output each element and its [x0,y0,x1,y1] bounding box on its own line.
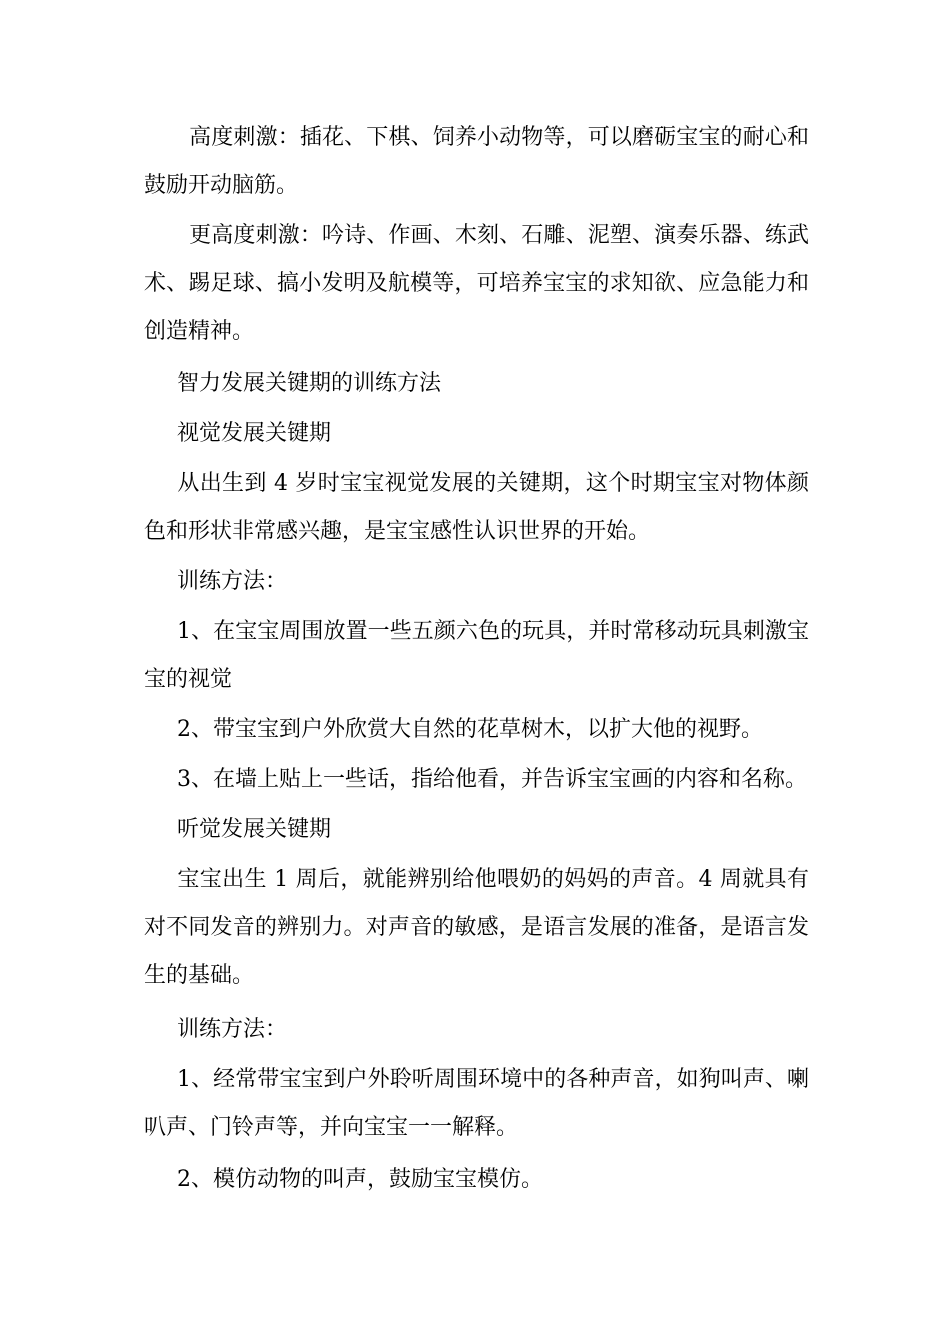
list-item-visual-1: 1、在宝宝周围放置一些五颜六色的玩具，并时常移动玩具刺激宝宝的视觉 [144,619,809,692]
heading-auditory-period: 听觉发展关键期 [177,817,332,842]
label-training-methods-auditory: 训练方法： [177,1017,288,1042]
label-training-methods-visual: 训练方法： [177,569,288,594]
heading-training-methods: 智力发展关键期的训练方法 [177,371,442,396]
list-item-visual-2: 2、带宝宝到户外欣赏大自然的花草树木，以扩大他的视野。 [177,717,763,742]
list-item-auditory-1: 1、经常带宝宝到户外聆听周围环境中的各种声音，如狗叫声、喇叭声、门铃声等，并向宝宝一一解释。 [144,1067,809,1140]
paragraph-higher-stimulation: 更高度刺激：吟诗、作画、木刻、石雕、泥塑、演奏乐器、练武术、踢足球、搞小发明及航模等，可培养宝宝的求知欲、应急能力和创造精神。 [144,223,809,344]
list-item-auditory-2: 2、模仿动物的叫声，鼓励宝宝模仿。 [177,1167,543,1192]
heading-visual-period: 视觉发展关键期 [177,421,332,446]
paragraph-high-stimulation: 高度刺激：插花、下棋、饲养小动物等，可以磨砺宝宝的耐心和鼓励开动脑筋。 [144,125,809,198]
list-item-visual-3: 3、在墙上贴上一些话，指给他看，并告诉宝宝画的内容和名称。 [177,767,807,792]
paragraph-visual-description: 从出生到 4 岁时宝宝视觉发展的关键期，这个时期宝宝对物体颜色和形状非常感兴趣，是宝宝感性认识世界的开始。 [144,471,809,544]
paragraph-auditory-description: 宝宝出生 1 周后，就能辨别给他喂奶的妈妈的声音。4 周就具有对不同发音的辨别力。对声音的敏感，是语言发展的准备，是语言发生的基础。 [144,867,809,988]
